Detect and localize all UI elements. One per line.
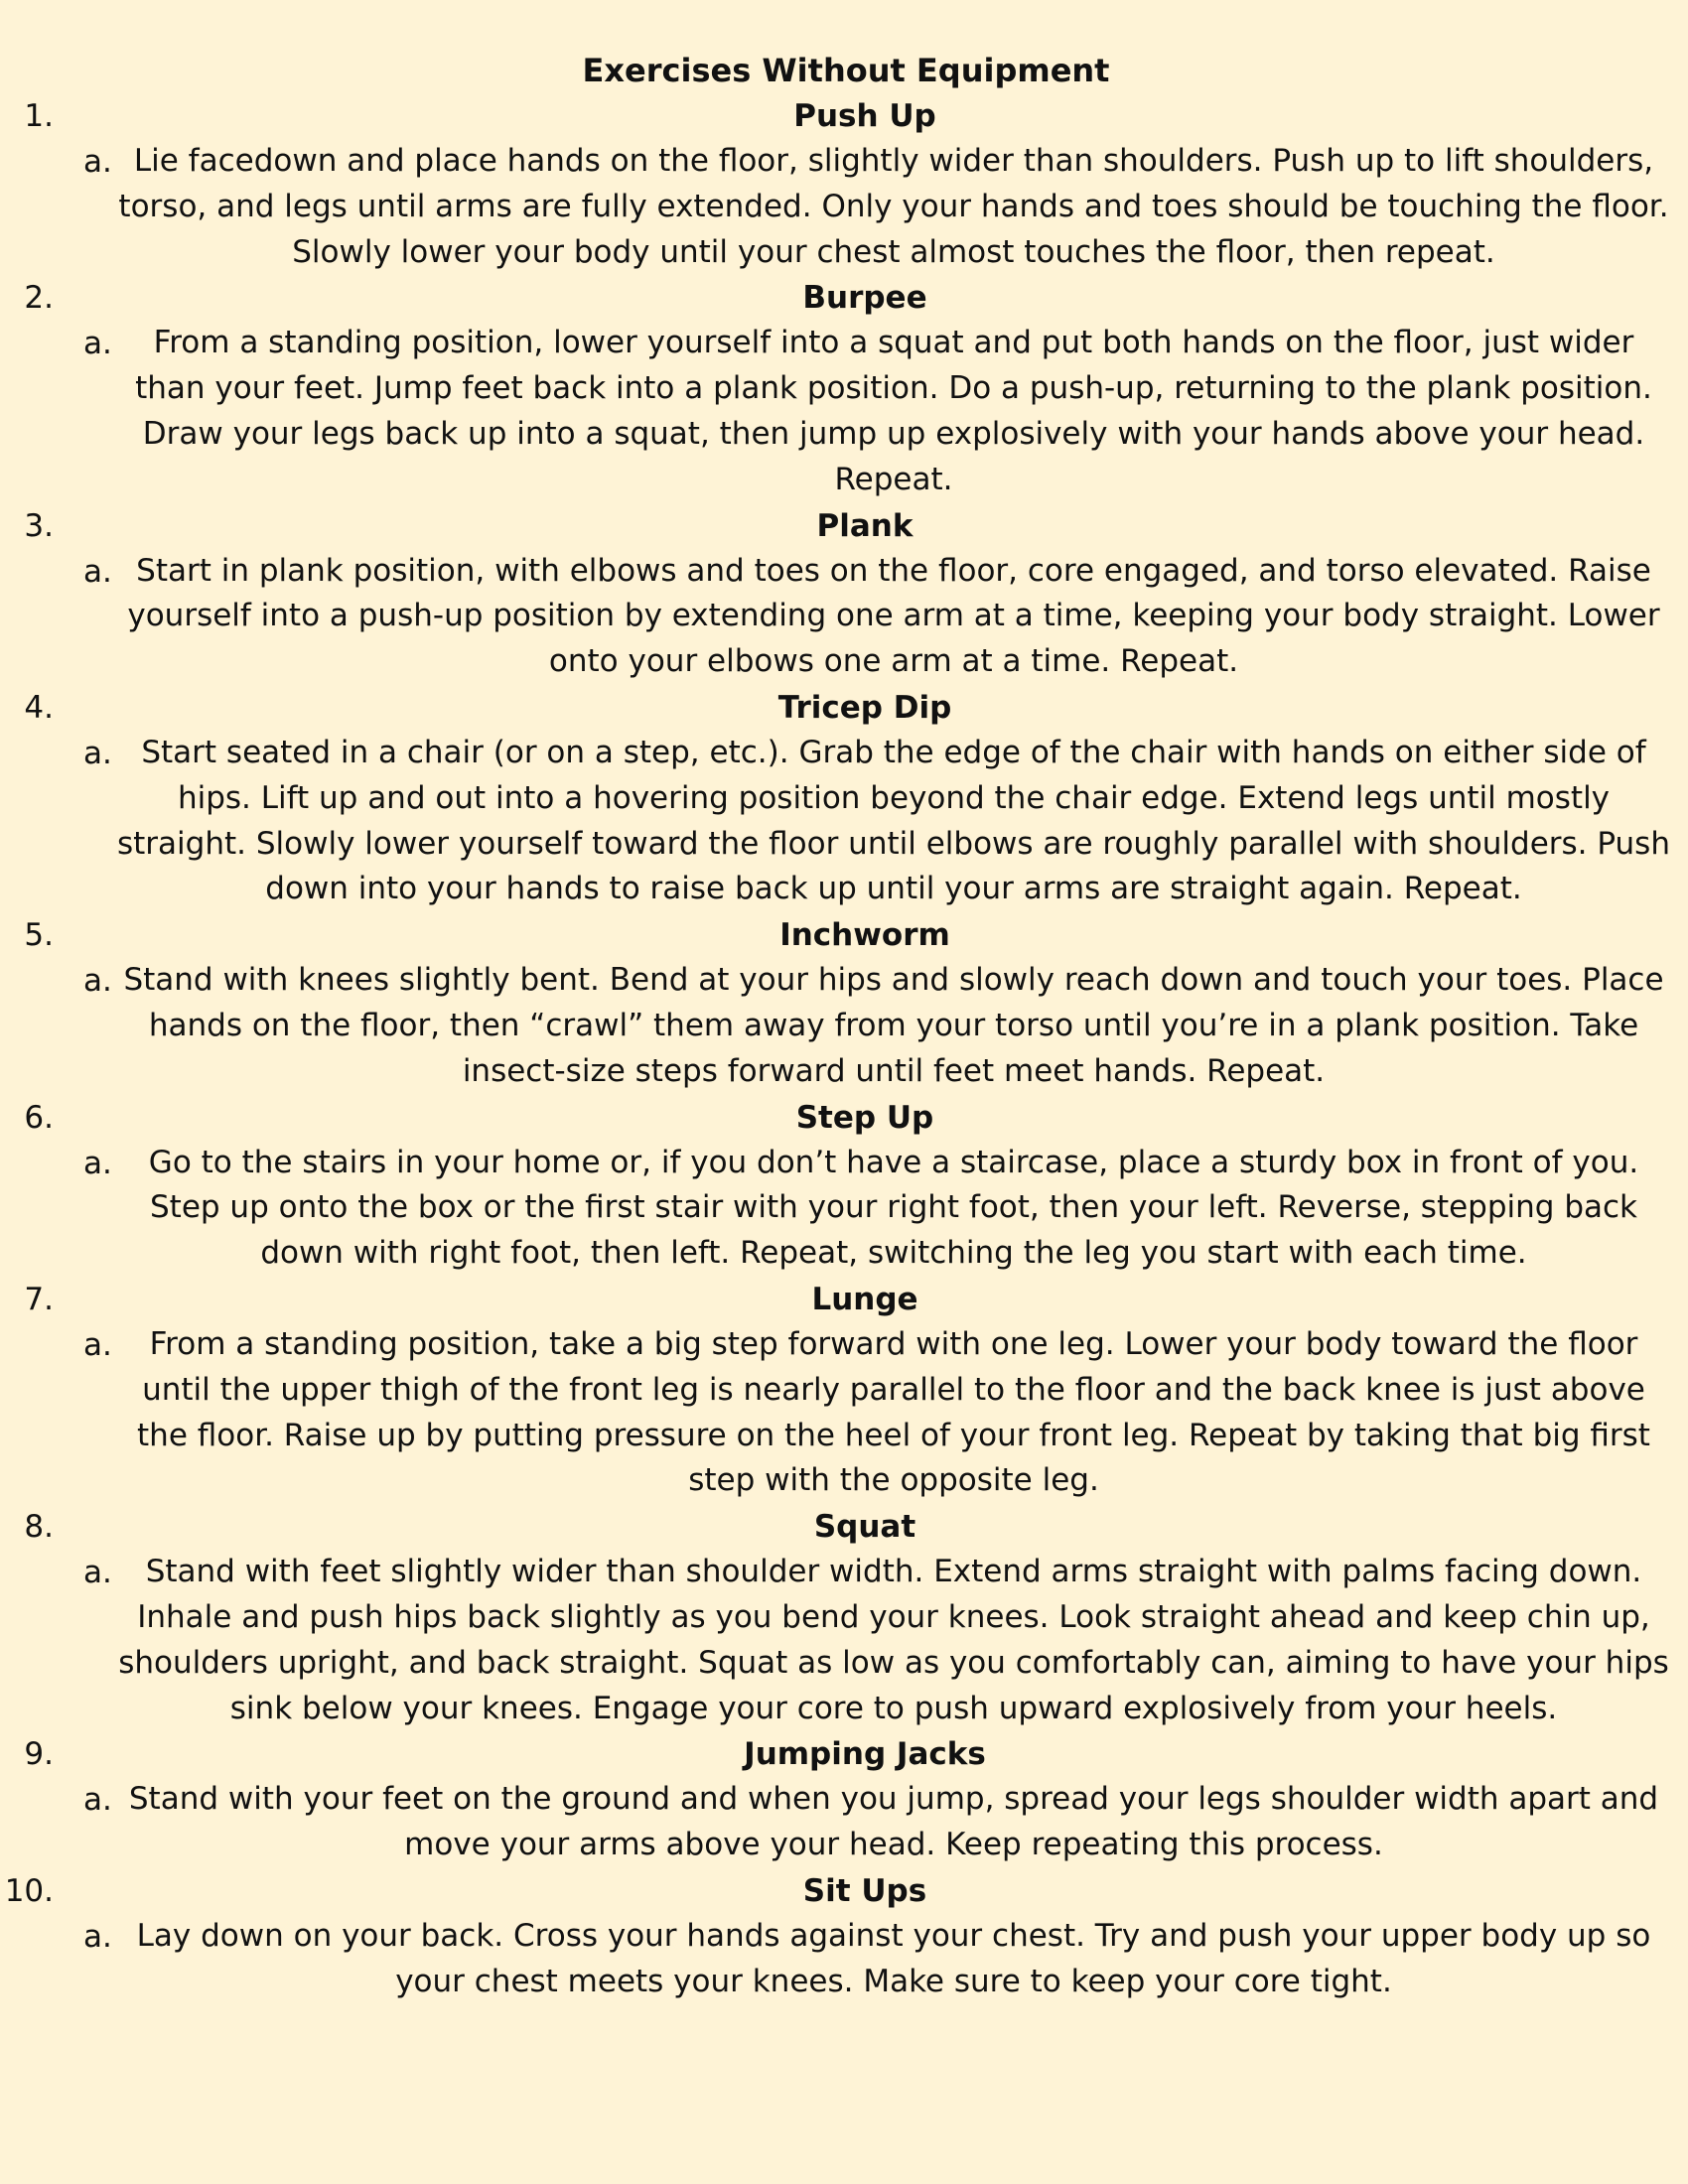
step-marker: a. <box>83 144 112 180</box>
document-title: Exercises Without Equipment <box>582 52 1110 89</box>
step-text: From a standing position, lower yourself into a squat and put both hands on the floor, just wider than your feet. Jump feet back into a plank position. Do a push-up, returning to the plank position. Draw your legs back up into a squat, then jump up explosively with your hands above your head. Repeat. <box>135 325 1652 497</box>
exercise-number: 3. <box>24 507 54 544</box>
exercise-item <box>0 1868 1688 2005</box>
exercise-step <box>0 958 1688 1094</box>
exercise-number: 6. <box>24 1099 54 1136</box>
exercise-step <box>0 549 1688 685</box>
step-marker: a. <box>83 1555 112 1591</box>
exercise-step <box>0 321 1688 502</box>
exercise-name: Squat <box>813 1509 916 1546</box>
exercise-number: 10. <box>4 1872 54 1909</box>
exercise-number: 2. <box>24 280 54 317</box>
exercise-list <box>0 93 1688 2005</box>
exercise-header <box>0 275 1688 321</box>
step-marker: a. <box>83 1145 112 1181</box>
exercise-step <box>0 1914 1688 2005</box>
step-marker: a. <box>83 963 112 1000</box>
exercise-header <box>0 912 1688 958</box>
exercise-header <box>0 685 1688 731</box>
exercise-header <box>0 503 1688 549</box>
exercise-item <box>0 1095 1688 1277</box>
exercise-name: Sit Ups <box>802 1872 927 1909</box>
exercise-name: Jumping Jacks <box>744 1736 986 1773</box>
step-marker: a. <box>83 326 112 362</box>
exercise-item <box>0 1504 1688 1731</box>
exercise-name: Lunge <box>811 1281 918 1317</box>
exercise-name: Push Up <box>793 98 936 134</box>
step-marker: a. <box>83 553 112 590</box>
exercise-step <box>0 1777 1688 1868</box>
exercise-step <box>0 731 1688 912</box>
exercise-number: 7. <box>24 1281 54 1317</box>
exercise-step <box>0 139 1688 275</box>
exercise-name: Burpee <box>802 280 927 317</box>
exercise-item <box>0 275 1688 502</box>
exercise-item <box>0 912 1688 1094</box>
exercise-header <box>0 1277 1688 1322</box>
exercise-step <box>0 1322 1688 1504</box>
exercise-item <box>0 93 1688 275</box>
step-marker: a. <box>83 1782 112 1819</box>
step-text: Start in plank position, with elbows and toes on the floor, core engaged, and torso elevated. Raise yourself into a push-up position by extending one arm at a time, keeping your body straight. Lower onto your elbows one arm at a time. Repeat. <box>127 552 1660 680</box>
exercise-header <box>0 1504 1688 1550</box>
exercise-header <box>0 1731 1688 1777</box>
step-text: Stand with feet slightly wider than shoulder width. Extend arms straight with palms facing down. Inhale and push hips back slightly as you bend your knees. Look straight ahead and keep chin up, shoulders upright, and back straight. Squat as low as you comfortably can, aiming to have your hips sink below your knees. Engage your core to push upward explosively from your heels. <box>118 1554 1669 1726</box>
exercise-header <box>0 93 1688 139</box>
exercise-step <box>0 1550 1688 1731</box>
exercise-number: 5. <box>24 917 54 954</box>
exercise-item <box>0 503 1688 685</box>
exercise-step <box>0 1141 1688 1277</box>
step-marker: a. <box>83 1918 112 1955</box>
exercise-name: Step Up <box>795 1099 934 1136</box>
exercise-name: Inchworm <box>779 917 950 954</box>
exercise-number: 1. <box>24 98 54 134</box>
exercise-item <box>0 1277 1688 1504</box>
exercise-number: 9. <box>24 1736 54 1773</box>
exercise-item <box>0 685 1688 912</box>
step-text: Stand with your feet on the ground and when you jump, spread your legs shoulder width apart and move your arms above your head. Keep repeating this process. <box>128 1781 1659 1863</box>
exercise-name: Plank <box>816 507 914 544</box>
step-text: Lie facedown and place hands on the floor, slightly wider than shoulders. Push up to lift shoulders, torso, and legs until arms are fully extended. Only your hands and toes should be touching the floor. Slowly lower your body until your chest almost touches the floor, then repeat. <box>118 143 1669 270</box>
exercise-header <box>0 1095 1688 1141</box>
step-text: Stand with knees slightly bent. Bend at your hips and slowly reach down and touch your toes. Place hands on the floor, then “crawl” them away from your torso until you’re in a plank position. Take insect-size steps forward until feet meet hands. Repeat. <box>123 962 1664 1089</box>
exercise-number: 4. <box>24 689 54 726</box>
step-marker: a. <box>83 735 112 771</box>
exercise-name: Tricep Dip <box>777 689 952 726</box>
exercise-header <box>0 1868 1688 1914</box>
step-marker: a. <box>83 1326 112 1363</box>
step-text: Lay down on your back. Cross your hands against your chest. Try and push your upper body up so your chest meets your knees. Make sure to keep your core tight. <box>136 1917 1651 1999</box>
exercise-number: 8. <box>24 1509 54 1546</box>
step-text: Start seated in a chair (or on a step, etc.). Grab the edge of the chair with hands on either side of hips. Lift up and out into a hovering position beyond the chair edge. Extend legs until mostly straight. Slowly lower yourself toward the floor until elbows are roughly parallel with shoulders. Push down into your hands to raise back up until your arms are straight again. Repeat. <box>117 734 1670 907</box>
step-text: Go to the stairs in your home or, if you don’t have a staircase, place a sturdy box in front of you. Step up onto the box or the first stair with your right foot, then your left. Reverse, stepping back down with right foot, then left. Repeat, switching the leg you start with each time. <box>148 1144 1639 1272</box>
exercise-item <box>0 1731 1688 1868</box>
step-text: From a standing position, take a big step forward with one leg. Lower your body toward the floor until the upper thigh of the front leg is nearly parallel to the floor and the back knee is just above the floor. Raise up by putting pressure on the heel of your front leg. Repeat by taking that big first step with the opposite leg. <box>137 1325 1650 1499</box>
